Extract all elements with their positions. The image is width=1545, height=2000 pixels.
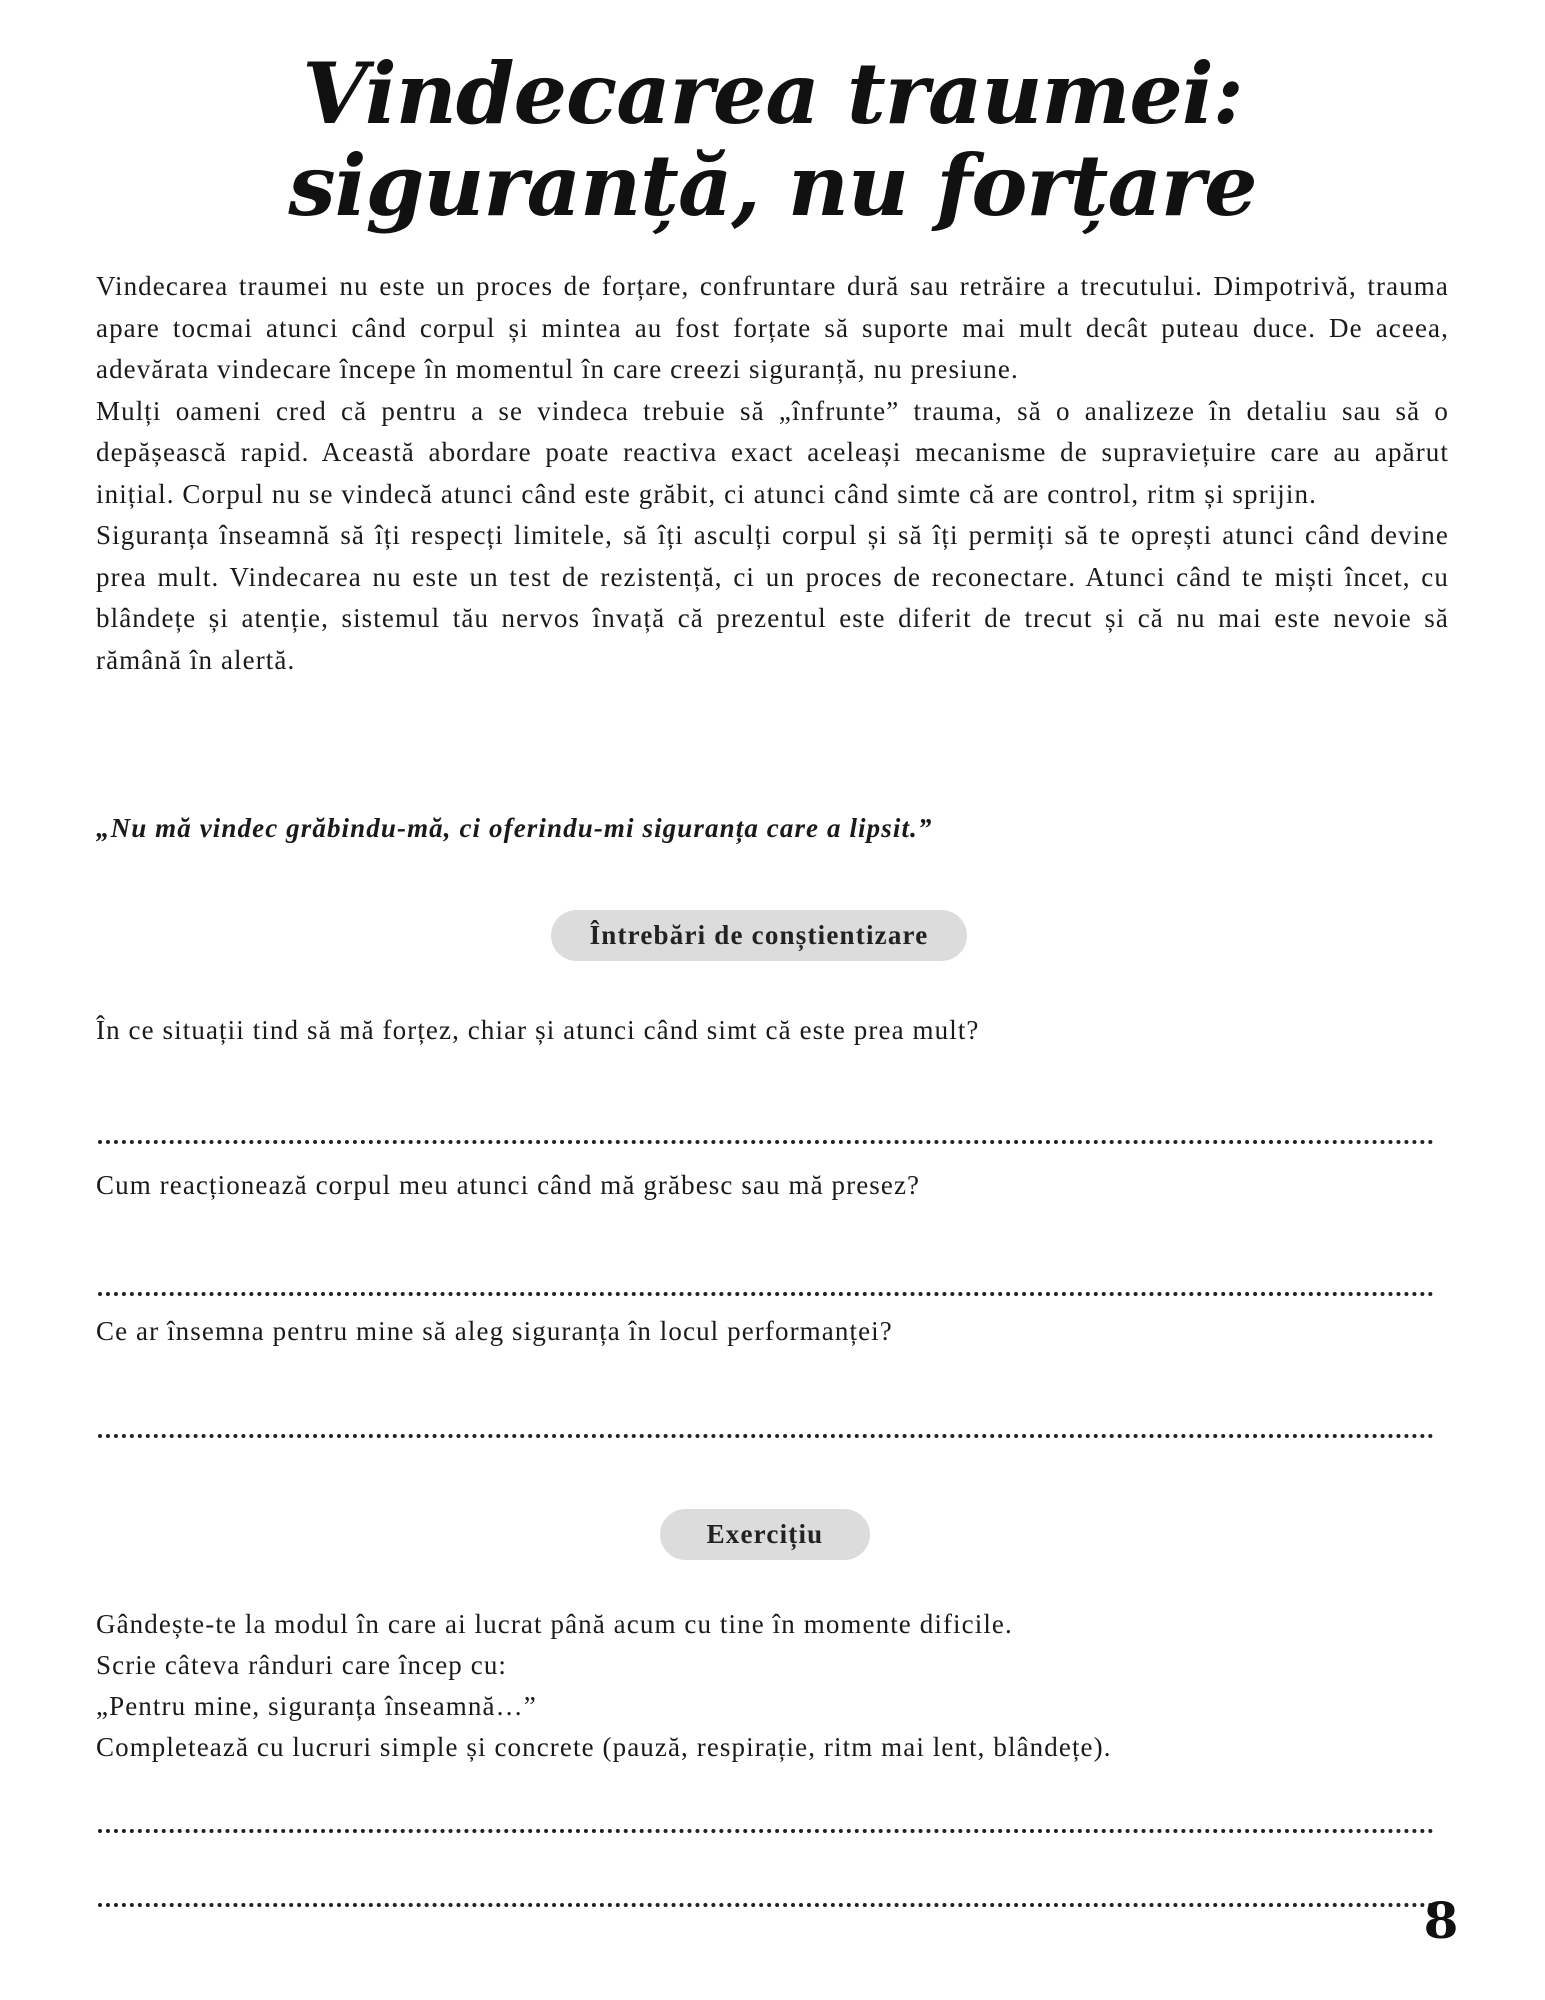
exercise-line: Scrie câteva rânduri care încep cu: — [96, 1650, 508, 1680]
awareness-question-2: Cum reacționează corpul meu atunci când mă grăbesc sau mă presez? — [96, 1170, 921, 1200]
intro-paragraph: Vindecarea traumei nu este un proces de forțare, confruntare dură sau retrăire a trecutului. Dimpotrivă, trauma apare tocmai atunci când corpul și mintea au fost forțate să suporte mai mult decât puteau duce. De aceea, adevărata vindecare începe în momentul în care creezi siguranță, nu presiune. — [96, 271, 1449, 384]
exercise-section-heading: Exercițiu — [660, 1509, 870, 1560]
exercise-line: „Pentru mine, siguranța înseamnă…” — [96, 1691, 537, 1721]
exercise-line: Completează cu lucruri simple și concrete (pauză, respirație, ritm mai lent, blândețe). — [96, 1732, 1112, 1762]
intro-paragraph: Siguranța înseamnă să îți respecți limitele, să îți asculți corpul și să îți permiți să te oprești atunci când devine prea mult. Vindecarea nu este un test de rezistență, ci un proces de reconectare. Atunci când te miști încet, cu blândețe și atenție, sistemul tău nervos învață că prezentul este diferit de trecut și că nu mai este nevoie să rămână în alertă. — [96, 520, 1449, 675]
answer-line-2[interactable] — [98, 1292, 1434, 1296]
intro-text — [96, 266, 1449, 681]
exercise-answer-line-2[interactable] — [98, 1903, 1434, 1907]
answer-line-3[interactable] — [98, 1434, 1434, 1438]
intro-paragraph: Mulți oameni cred că pentru a se vindeca trebuie să „înfrunte” trauma, să o analizeze în detaliu sau să o depășească rapid. Această abordare poate reactiva exact aceleași mecanisme de supraviețuire care au apărut inițial. Corpul nu se vindecă atunci când este grăbit, ci atunci când simte că are control, ritm și sprijin. — [96, 395, 1449, 509]
awareness-question-3: Ce ar însemna pentru mine să aleg siguranța în locul performanței? — [96, 1316, 893, 1346]
awareness-question-1: În ce situații tind să mă forțez, chiar și atunci când simt că este prea mult? — [96, 1015, 980, 1045]
exercise-instructions — [96, 1604, 1112, 1768]
answer-line-1[interactable] — [98, 1140, 1434, 1144]
page-title: Vindecarea traumei: siguranță, nu forțare — [288, 44, 1257, 235]
awareness-section-heading: Întrebări de conștientizare — [551, 910, 967, 961]
affirmation-quote: „Nu mă vindec grăbindu-mă, ci oferindu-mi siguranța care a lipsit.” — [96, 813, 933, 843]
exercise-line: Gândește-te la modul în care ai lucrat până acum cu tine în momente dificile. — [96, 1609, 1013, 1639]
page-number: 8 — [1423, 1891, 1459, 1950]
exercise-answer-line-1[interactable] — [98, 1829, 1434, 1833]
